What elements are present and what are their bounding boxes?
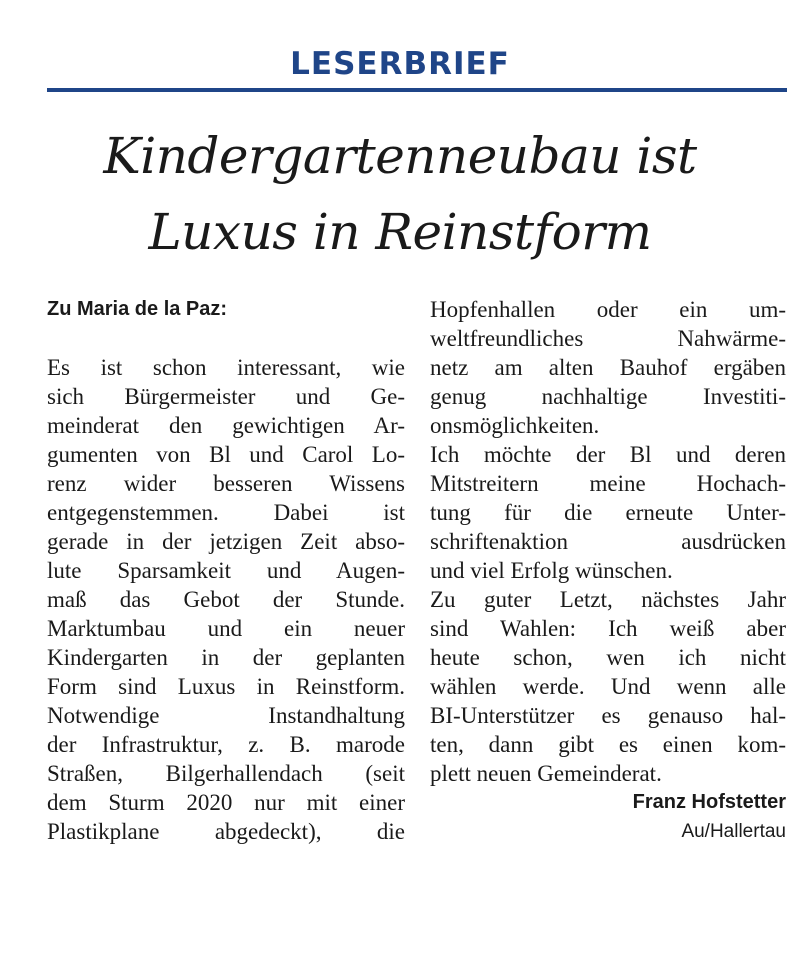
body-line: Es ist schon interessant, wie [47, 355, 405, 380]
body-line: onsmöglichkeiten. [430, 413, 600, 438]
body-line: Zu guter Letzt, nächstes Jahr [430, 587, 786, 612]
body-line: Ich möchte der Bl und deren [430, 442, 786, 467]
body-line: sind Wahlen: Ich weiß aber [430, 616, 786, 641]
body-line: und viel Erfolg wünschen. [430, 558, 673, 583]
body-line: Marktumbau und ein neuer [47, 616, 405, 641]
body-line: renz wider besseren Wissens [47, 471, 405, 496]
left-column [47, 295, 405, 846]
body-line: Kindergarten in der geplanten [47, 645, 405, 670]
body-line: weltfreundliches Nahwärme- [430, 326, 786, 351]
headline [0, 118, 800, 270]
body-line: Mitstreitern meine Hochach- [430, 471, 786, 496]
body-line: schriftenaktion ausdrücken [430, 529, 786, 554]
body-line: entgegenstemmen. Dabei ist [47, 500, 405, 525]
body-line: wählen werde. Und wenn alle [430, 674, 786, 699]
headline-line-2: Luxus in Reinstform [148, 203, 652, 261]
section-label: LESERBRIEF [290, 46, 510, 82]
salutation: Zu Maria de la Paz: [47, 298, 228, 320]
body-line: gumenten von Bl und Carol Lo- [47, 442, 405, 467]
body-line: netz am alten Bauhof ergäben [430, 355, 786, 380]
section-divider [47, 88, 787, 92]
paragraph-gap [47, 324, 405, 353]
author-location: Au/Hallertau [681, 821, 786, 842]
body-line: Hopfenhallen oder ein um- [430, 297, 786, 322]
author-name: Franz Hofstetter [632, 791, 786, 813]
body-line: ten, dann gibt es einen kom- [430, 732, 786, 757]
body-line: der Infrastruktur, z. B. marode [47, 732, 405, 757]
body-line: genug nachhaltige Investiti- [430, 384, 786, 409]
body-line: Form sind Luxus in Reinstform. [47, 674, 405, 699]
headline-line-1: Kindergartenneubau ist [103, 127, 697, 185]
body-line: plett neuen Gemeinderat. [430, 761, 662, 786]
body-line: lute Sparsamkeit und Augen- [47, 558, 405, 583]
body-line: maß das Gebot der Stunde. [47, 587, 405, 612]
body-line: tung für die erneute Unter- [430, 500, 786, 525]
body-line: heute schon, wen ich nicht [430, 645, 786, 670]
body-line: BI-Unterstützer es genauso hal- [430, 703, 786, 728]
body-line: Straßen, Bilgerhallendach (seit [47, 761, 405, 786]
body-line: dem Sturm 2020 nur mit einer [47, 790, 405, 815]
right-column [430, 295, 786, 846]
body-line: Notwendige Instandhaltung [47, 703, 405, 728]
body-line: meinderat den gewichtigen Ar- [47, 413, 405, 438]
body-line: sich Bürgermeister und Ge- [47, 384, 405, 409]
body-line: gerade in der jetzigen Zeit abso- [47, 529, 405, 554]
body-line: Plastikplane abgedeckt), die [47, 819, 405, 844]
